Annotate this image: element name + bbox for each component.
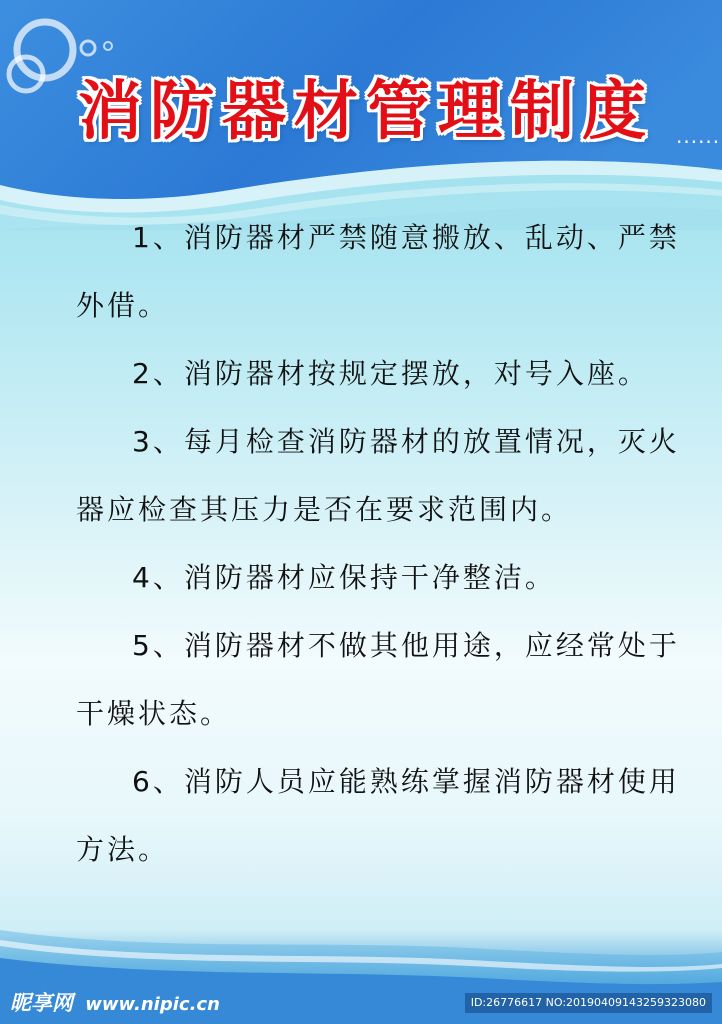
rule-item: 4、消防器材应保持干净整洁。	[132, 561, 556, 594]
rule-item: 2、消防器材按规定摆放，对号入座。	[132, 357, 649, 390]
rule-item: 6、消防人员应能熟练掌握消防器材使用方法。	[76, 765, 680, 866]
rule-item: 5、消防器材不做其他用途，应经常处于干燥状态。	[76, 629, 680, 730]
watermark-logo	[10, 990, 220, 1018]
watermark-id: ID:26776617 NO:20190409143259323080	[465, 993, 712, 1013]
poster-title: 消防器材管理制度	[78, 75, 654, 149]
watermark-brand: 昵享网	[10, 991, 73, 1015]
watermark-url: www.nipic.cn	[85, 994, 220, 1015]
rule-item: 1、消防器材严禁随意搬放、乱动、严禁外借。	[76, 221, 680, 322]
title-ellipsis: ......	[676, 124, 721, 148]
rule-item: 3、每月检查消防器材的放置情况，灭火器应检查其压力是否在要求范围内。	[76, 425, 680, 526]
rules-list	[76, 204, 684, 884]
